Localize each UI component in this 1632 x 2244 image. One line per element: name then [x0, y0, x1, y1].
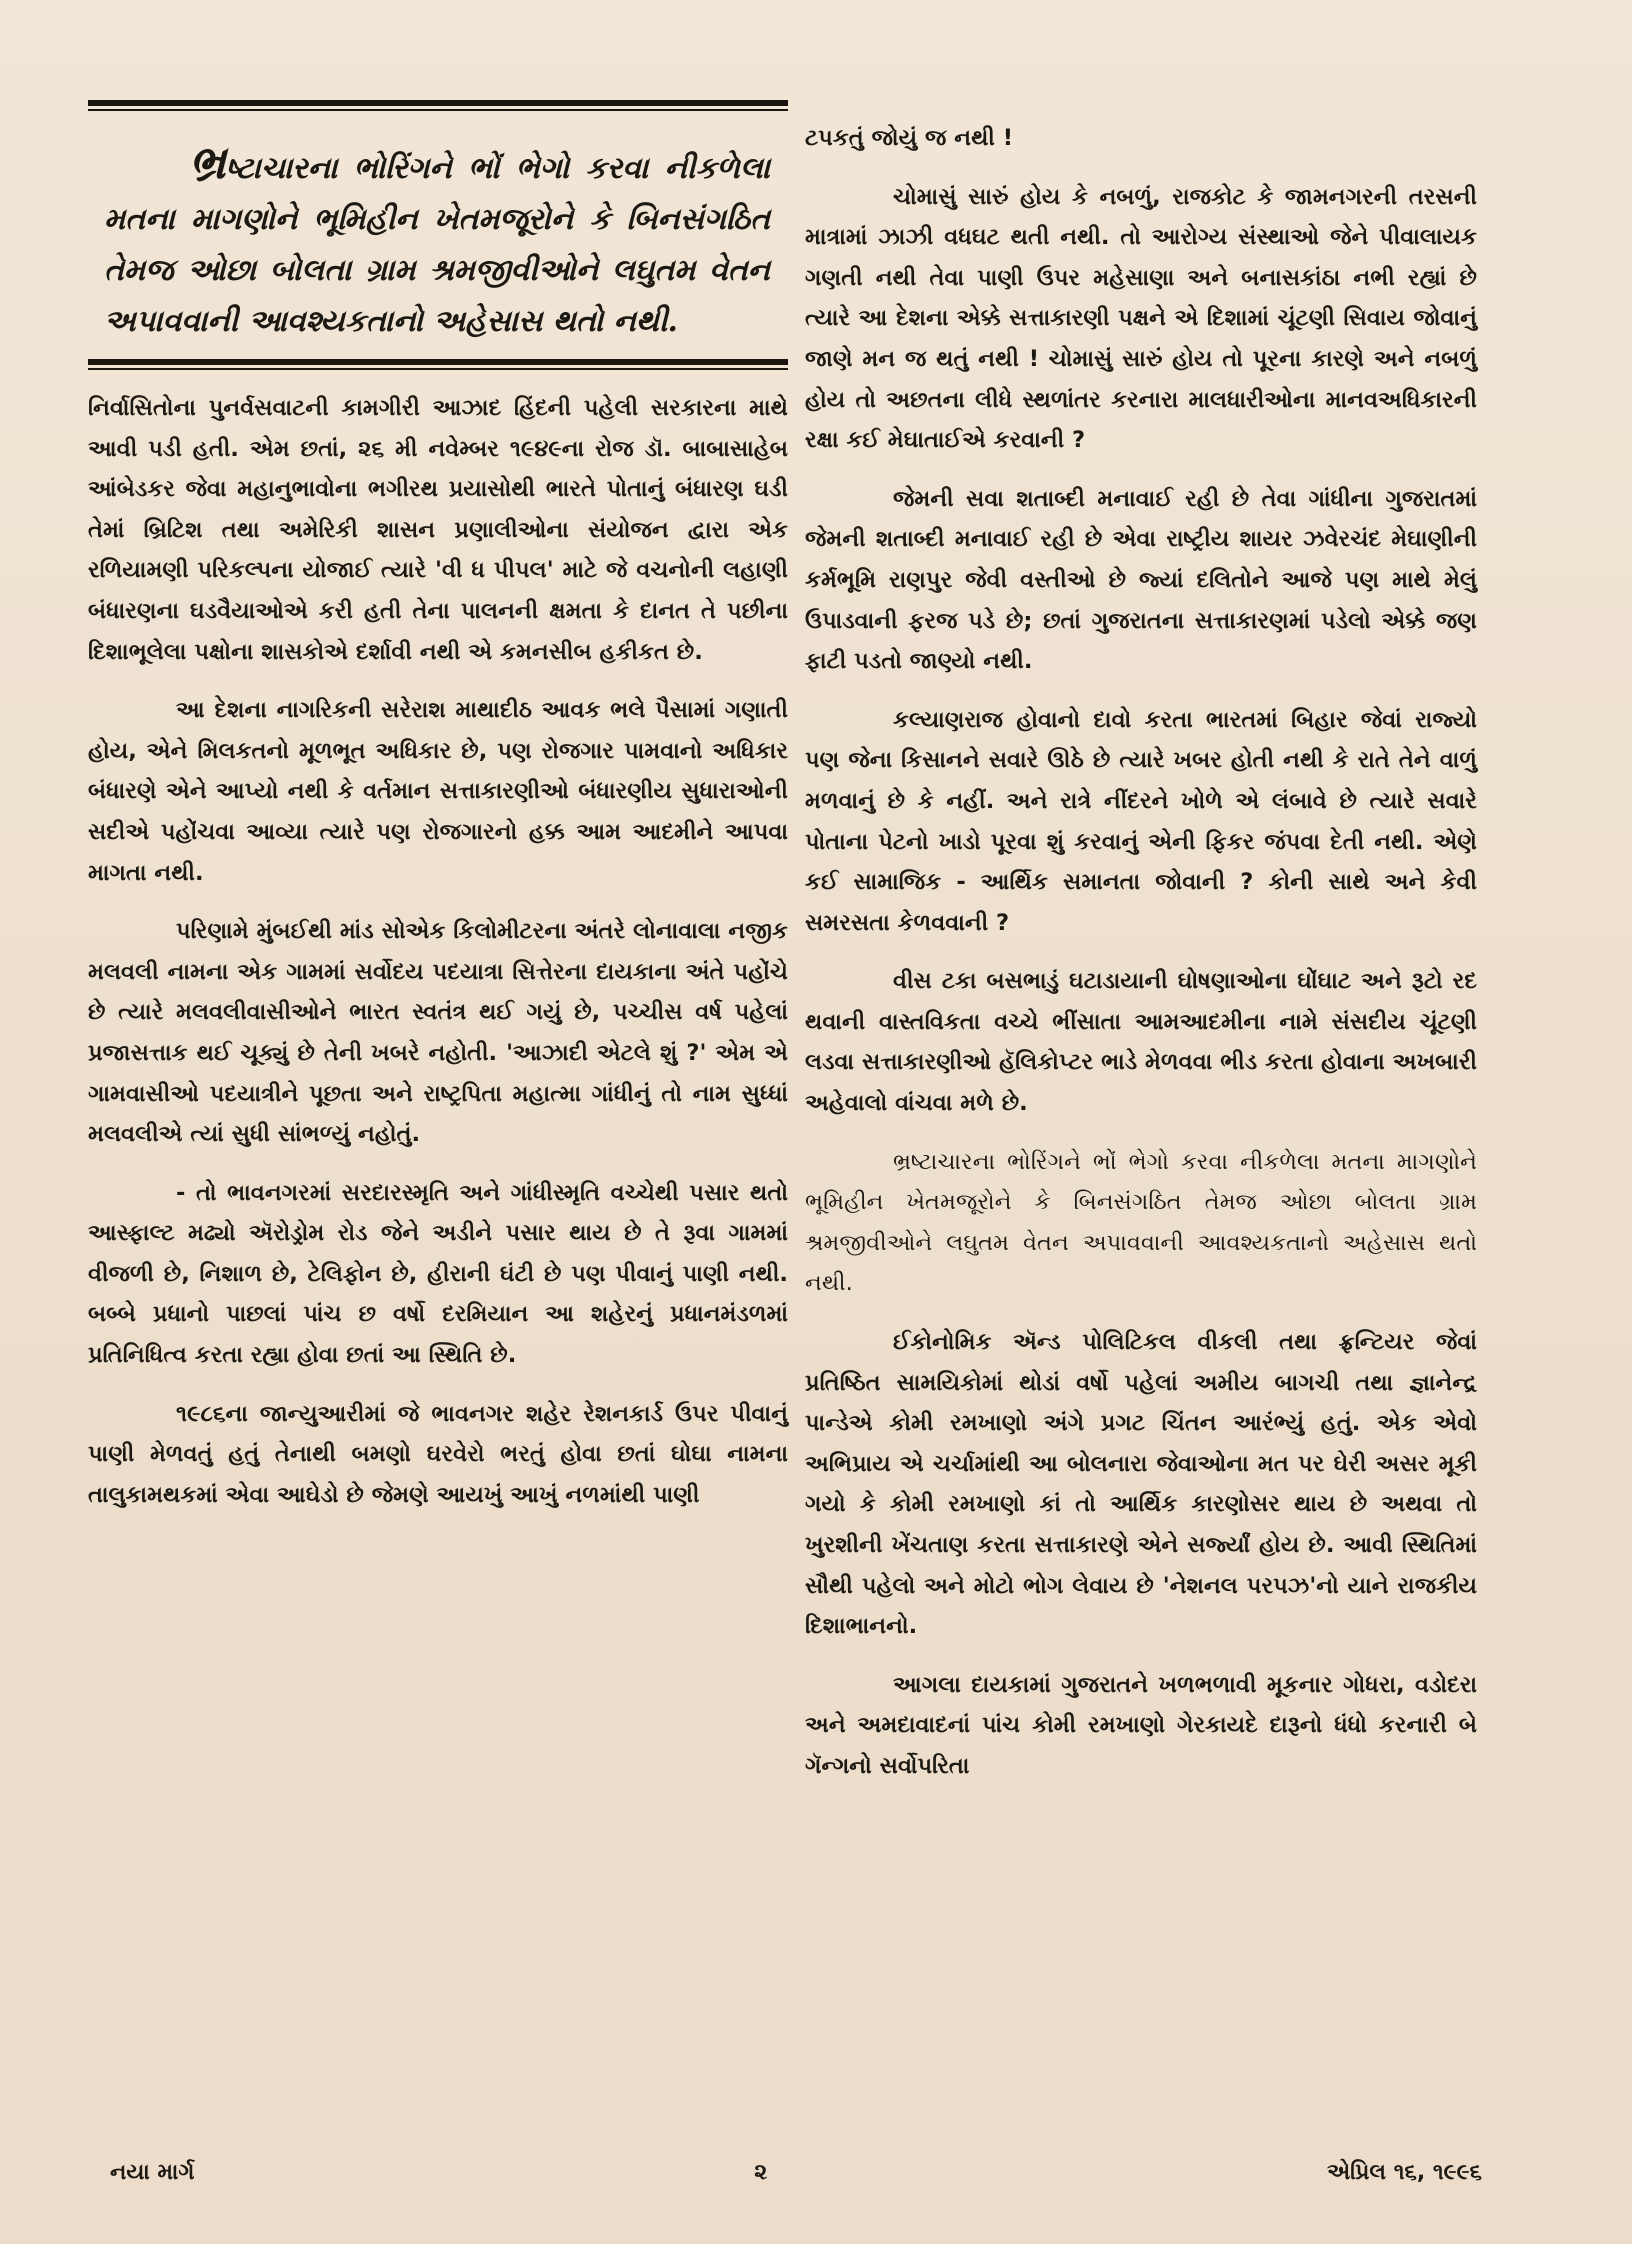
pull-quote — [88, 111, 788, 359]
left-paragraph-1: નિર્વાસિતોના પુનર્વસવાટની કામગીરી આઝાદ હિંદની પહેલી સરકારના માથે આવી પડી હતી. એમ છતાં, ૨૬ મી નવેમ્બર ૧૯૪૯ના રોજ ડૉ. બાબાસાહેબ આંબેડકર જેવા મહાનુભાવોના ભગીરથ પ્રયાસોથી ભારતે પોતાનું બંધારણ ઘડી તેમાં બ્રિટિશ તથા અમેરિકી શાસન પ્રણાલીઓના સંયોજન દ્વારા એક રળિયામણી પરિકલ્પના યોજાઈ ત્યારે 'વી ધ પીપલ' માટે જે વચનોની લહાણી બંધારણના ઘડવૈયાઓએ કરી હતી તેના પાલનની ક્ષમતા કે દાનત તે પછીના દિશાભૂલેલા પક્ષોના શાસકોએ દર્શાવી નથી એ કમનસીબ હકીકત છે. — [88, 395, 788, 665]
right-paragraph-3: જેમની સવા શતાબ્દી મનાવાઈ રહી છે તેવા ગાંધીના ગુજરાતમાં જેમની શતાબ્દી મનાવાઈ રહી છે એવા રાષ્ટ્રીય શાયર ઝવેરચંદ મેઘાણીની કર્મભૂમિ રાણપુર જેવી વસ્તીઓ છે જ્યાં દલિતોને આજે પણ માથે મેલું ઉપાડવાની ફરજ પડે છે; છતાં ગુજરાતના સત્તાકારણમાં પડેલો એક્કે જણ ફાટી પડતો જાણ્યો નથી. — [805, 485, 1477, 675]
right-paragraph-1: ટપકતું જોયું જ નથી ! — [805, 125, 1014, 151]
right-paragraph-8: આગલા દાયકામાં ગુજરાતને ખળભળાવી મૂકનાર ગોધરા, વડોદરા અને અમદાવાદનાં પાંચ કોમી રમખાણો ગેરકાયદે દારૂનો ધંધો કરનારી બે ગૅન્ગનો સર્વોપરિતા — [805, 1671, 1477, 1779]
pull-quote-text: ષ્ટાચારના ભોરિંગને ભોં ભેગો કરવા નીકળેલા મતના માગણોને ભૂમિહીન ખેતમજૂરોને કે બિનસંગઠિત તેમજ ઓછા બોલતા ગ્રામ શ્રમજીવીઓને લઘુતમ વેતન અપાવવાની આવશ્યકતાનો અહેસાસ થતો નથી. — [104, 151, 770, 339]
right-paragraph-4: કલ્યાણરાજ હોવાનો દાવો કરતા ભારતમાં બિહાર જેવાં રાજ્યો પણ જેના કિસાનને સવારે ઊઠે છે ત્યારે ખબર હોતી નથી કે રાતે તેને વાળું મળવાનું છે કે નહીં. અને રાત્રે નીંદરને ખોળે એ લંબાવે છે ત્યારે સવારે પોતાના પેટનો ખાડો પૂરવા શું કરવાનું એની ફિકર જંપવા દેતી નથી. એણે કઈ સામાજિક - આર્થિક સમાનતા જોવાની ? કોની સાથે અને કેવી સમરસતા કેળવવાની ? — [805, 706, 1477, 936]
right-column — [805, 118, 1477, 1805]
top-rule — [88, 100, 788, 106]
bottom-rule-thin — [88, 368, 788, 370]
right-paragraph-7: ઈકોનોમિક ઍન્ડ પોલિટિકલ વીકલી તથા ફ્રન્ટિયર જેવાં પ્રતિષ્ઠિત સામયિકોમાં થોડાં વર્ષો પહેલાં અમીય બાગચી તથા જ્ઞાનેન્દ્ર પાન્ડેએ કોમી રમખાણો અંગે પ્રગટ ચિંતન આરંભ્યું હતું. એક એવો અભિપ્રાય એ ચર્ચામાંથી આ બોલનારા જેવાઓના મત પર ઘેરી અસર મૂકી ગયો કે કોમી રમખાણો કાં તો આર્થિક કારણોસર થાય છે અથવા તો ખુરશીની ખેંચતાણ કરતા સત્તાકારણે એને સર્જ્યાં હોય છે. આવી સ્થિતિમાં સૌથી પહેલો અને મોટો ભોગ લેવાય છે 'નેશનલ પરપઝ'નો યાને રાજકીય દિશાભાનનો. — [805, 1329, 1477, 1640]
right-paragraph-2: ચોમાસું સારું હોય કે નબળું, રાજકોટ કે જામનગરની તરસની માત્રામાં ઝાઝી વધઘટ થતી નથી. તો આરોગ્ય સંસ્થાઓ જેને પીવાલાયક ગણતી નથી તેવા પાણી ઉપર મહેસાણા અને બનાસકાંઠા નભી રહ્યાં છે ત્યારે આ દેશના એક્કે સત્તાકારણી પક્ષને એ દિશામાં ચૂંટણી સિવાય જોવાનું જાણે મન જ થતું નથી ! ચોમાસું સારું હોય તો પૂરના કારણે અને નબળું હોય તો અછતના લીધે સ્થળાંતર કરનારા માલધારીઓના માનવઅધિકારની રક્ષા કઈ મેઘાતાઈએ કરવાની ? — [805, 183, 1477, 454]
bottom-rule — [88, 359, 788, 365]
left-paragraph-3: પરિણામે મુંબઈથી માંડ સોએક કિલોમીટરના અંતરે લોનાવાલા નજીક મલવલી નામના એક ગામમાં સર્વોદય પદયાત્રા સિત્તેરના દાયકાના અંતે પહોંચે છે ત્યારે મલવલીવાસીઓને ભારત સ્વતંત્ર થઈ ગયું છે, પચ્ચીસ વર્ષ પહેલાં પ્રજાસત્તાક થઈ ચૂક્યું છે તેની ખબરે નહોતી. 'આઝાદી એટલે શું ?' એમ એ ગામવાસીઓ પદયાત્રીને પૂછતા અને રાષ્ટ્રપિતા મહાત્મા ગાંધીનું તો નામ સુધ્ધાં મલવલીએ ત્યાં સુધી સાંભળ્યું નહોતું. — [88, 918, 788, 1148]
publication-name: નયા માર્ગ — [110, 2160, 195, 2185]
right-paragraph-5: વીસ ટકા બસભાડું ઘટાડાયાની ઘોષણાઓના ઘોંઘાટ અને રૂટો રદ થવાની વાસ્તવિકતા વચ્ચે ભીંસાતા આમઆદમીના નામે સંસદીય ચૂંટણી લડવા સત્તાકારણીઓ હૅલિકોપ્ટર ભાડે મેળવવા ભીડ કરતા હોવાના અખબારી અહેવાલો વાંચવા મળે છે. — [805, 968, 1477, 1117]
issue-date: એપ્રિલ ૧૬, ૧૯૯૬ — [1326, 2160, 1482, 2185]
right-paragraph-6: ભ્રષ્ટાચારના ભોરિંગને ભોં ભેગો કરવા નીકળેલા મતના માગણોને ભૂમિહીન ખેતમજૂરોને કે બિનસંગઠિત તેમજ ઓછા બોલતા ગ્રામ શ્રમજીવીઓને લઘુતમ વેતન અપાવવાની આવશ્યકતાનો અહેસાસ થતો નથી. — [805, 1148, 1477, 1297]
page-footer — [110, 2160, 1482, 2185]
left-paragraph-2: આ દેશના નાગરિકની સરેરાશ માથાદીઠ આવક ભલે પૈસામાં ગણાતી હોય, એને મિલકતનો મૂળભૂત અધિકાર છે, પણ રોજગાર પામવાનો અધિકાર બંધારણે એને આપ્યો નથી કે વર્તમાન સત્તાકારણીઓ બંધારણીય સુધારાઓની સદીએ પહોંચવા આવ્યા ત્યારે પણ રોજગારનો હક્ક આમ આદમીને આપવા માગતા નથી. — [88, 697, 788, 886]
pull-quote-dropcap: ભ્ર — [189, 135, 226, 189]
page-number: ૨ — [754, 2160, 768, 2185]
left-paragraph-5: ૧૯૮૬ના જાન્યુઆરીમાં જે ભાવનગર શહેર રેશનકાર્ડ ઉપર પીવાનું પાણી મેળવતું હતું તેનાથી બમણો ઘરવેરો ભરતું હોવા છતાં ઘોઘા નામના તાલુકામથકમાં એવા આઘેડો છે જેમણે આયખું આખું નળમાંથી પાણી — [88, 1400, 788, 1508]
left-paragraph-4: - તો ભાવનગરમાં સરદારસ્મૃતિ અને ગાંધીસ્મૃતિ વચ્ચેથી પસાર થતો આસ્ફાલ્ટ મઢ્યો ઍરોડ્રોમ રોડ જેને અડીને પસાર થાય છે તે રૂવા ગામમાં વીજળી છે, નિશાળ છે, ટેલિફોન છે, હીરાની ઘંટી છે પણ પીવાનું પાણી નથી. બબ્બે પ્રધાનો પાછલાં પાંચ છ વર્ષો દરમિયાન આ શહેરનું પ્રધાનમંડળમાં પ્રતિનિધિત્વ કરતા રહ્યા હોવા છતાં આ સ્થિતિ છે. — [88, 1179, 788, 1369]
left-column — [88, 100, 788, 1533]
